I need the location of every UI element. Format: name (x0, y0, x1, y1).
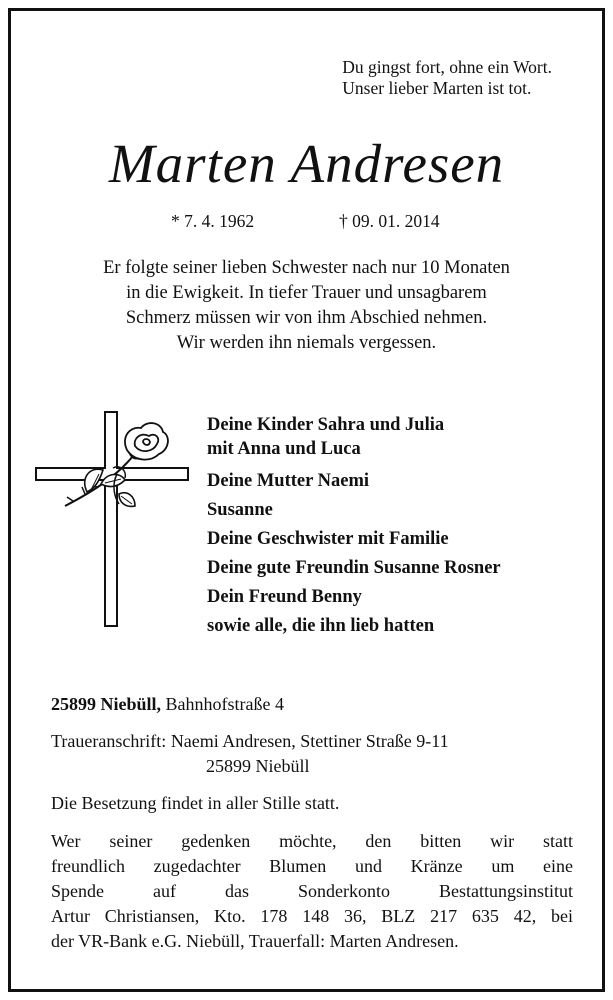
burial-note: Die Besetzung findet in aller Stille statt. (51, 793, 340, 813)
intro-line: Er folgte seiner lieben Schwester nach nur 10 Monaten (103, 258, 510, 278)
donation-line: der VR-Bank e.G. Niebüll, Trauerfall: Marten Andresen. (51, 931, 459, 951)
address-place: 25899 Niebüll, (51, 694, 162, 714)
cross-with-rose-icon (35, 408, 195, 630)
mourning-address (51, 729, 449, 779)
mourner-line: Deine gute Freundin Susanne Rosner (207, 558, 501, 578)
mourner-line: Deine Geschwister mit Familie (207, 529, 449, 549)
motto-line: Unser lieber Marten ist tot. (342, 78, 532, 98)
mourner-line: mit Anna und Luca (207, 439, 361, 459)
obituary-frame (8, 8, 605, 992)
mourning-address-line2: 25899 Niebüll (206, 756, 310, 776)
donation-line: Wer seiner gedenken möchte, den bitten wir statt (51, 831, 573, 851)
home-address (51, 692, 284, 717)
mourning-address-label: Traueranschrift: (51, 731, 167, 751)
motto-line: Du gingst fort, ohne ein Wort. (342, 57, 552, 77)
mourners-list (207, 413, 501, 641)
mourner-line: Dein Freund Benny (207, 587, 362, 607)
address-street: Bahnhofstraße 4 (165, 694, 284, 714)
birth-date: * 7. 4. 1962 (171, 211, 255, 231)
mourning-address-line1: Naemi Andresen, Stettiner Straße 9-11 (170, 731, 449, 751)
intro-line: Wir werden ihn niemals vergessen. (176, 333, 437, 353)
mourner-line: sowie alle, die ihn lieb hatten (207, 616, 435, 636)
motto (342, 57, 552, 99)
donation-line: Artur Christiansen, Kto. 178 148 36, BLZ 217 635 42, bei (51, 906, 573, 926)
mourner-line: Susanne (207, 500, 273, 520)
intro-text (41, 256, 572, 356)
deceased-name: Marten Andresen (108, 133, 505, 194)
mourner-line: Deine Mutter Naemi (207, 471, 369, 491)
intro-line: in die Ewigkeit. In tiefer Trauer und unsagbarem (126, 283, 487, 303)
death-date: † 09. 01. 2014 (339, 211, 440, 231)
mourner-line: Deine Kinder Sahra und Julia (207, 415, 445, 435)
donation-note (51, 829, 573, 954)
donation-line: freundlich zugedachter Blumen und Kränze um eine (51, 856, 573, 876)
donation-line: Spende auf das Sonderkonto Bestattungsinstitut (51, 881, 573, 901)
intro-line: Schmerz müssen wir von ihm Abschied nehmen. (125, 308, 488, 328)
